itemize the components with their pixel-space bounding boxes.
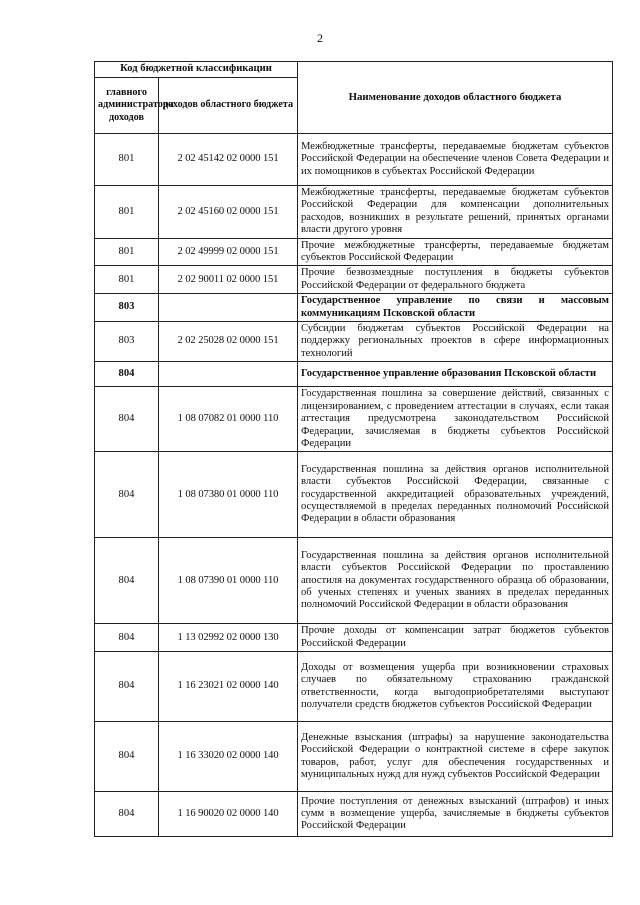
cell-admin-code: 804 xyxy=(95,722,159,792)
cell-revenue-name: Прочие безвозмездные поступления в бюджеты субъектов Российской Федерации от федерального бюджета xyxy=(298,266,613,294)
cell-admin-code: 801 xyxy=(95,134,159,186)
budget-classification-table xyxy=(94,61,613,837)
cell-revenue-code: 2 02 90011 02 0000 151 xyxy=(159,266,298,294)
table-row xyxy=(95,362,613,387)
cell-revenue-code: 1 08 07082 01 0000 110 xyxy=(159,387,298,452)
table-row xyxy=(95,238,613,266)
cell-revenue-name: Доходы от возмещения ущерба при возникновении страховых случаев по обязательному страхованию гражданской ответственности, когда выгодоприобретателями выступают получатели средств бюджетов субъектов Российской Федерации xyxy=(298,652,613,722)
cell-revenue-name: Государственное управление по связи и массовым коммуникациям Псковской области xyxy=(298,294,613,322)
cell-revenue-code: 1 16 33020 02 0000 140 xyxy=(159,722,298,792)
table-row xyxy=(95,322,613,362)
table-row xyxy=(95,452,613,538)
cell-admin-code: 801 xyxy=(95,266,159,294)
cell-revenue-code: 1 08 07390 01 0000 110 xyxy=(159,538,298,624)
header-revenue-code: доходов областного бюджета xyxy=(159,78,298,134)
cell-revenue-name: Межбюджетные трансферты, передаваемые бюджетам субъектов Российской Федерации на обеспечение членов Совета Федерации и их помощников в субъектах Российской Федерации xyxy=(298,134,613,186)
cell-admin-code: 804 xyxy=(95,387,159,452)
table-row xyxy=(95,538,613,624)
cell-revenue-code: 1 13 02992 02 0000 130 xyxy=(159,624,298,652)
cell-revenue-code: 2 02 45160 02 0000 151 xyxy=(159,186,298,239)
table-row xyxy=(95,387,613,452)
header-chief-administrator: главного администратора доходов xyxy=(95,78,159,134)
page-number: 2 xyxy=(317,31,323,45)
table-body xyxy=(95,134,613,837)
cell-revenue-code: 2 02 49999 02 0000 151 xyxy=(159,238,298,266)
cell-admin-code: 804 xyxy=(95,792,159,837)
cell-admin-code: 804 xyxy=(95,652,159,722)
cell-revenue-name: Денежные взыскания (штрафы) за нарушение законодательства Российской Федерации о контрактной системе в сфере закупок товаров, работ, услуг для обеспечения государственных и муниципальных нужд для нужд субъектов Российской Федерации xyxy=(298,722,613,792)
table-row xyxy=(95,722,613,792)
cell-admin-code: 804 xyxy=(95,538,159,624)
cell-admin-code: 801 xyxy=(95,186,159,239)
cell-revenue-code: 1 16 23021 02 0000 140 xyxy=(159,652,298,722)
cell-revenue-code xyxy=(159,294,298,322)
table-row xyxy=(95,266,613,294)
table-row xyxy=(95,294,613,322)
cell-revenue-code: 1 16 90020 02 0000 140 xyxy=(159,792,298,837)
cell-admin-code: 803 xyxy=(95,322,159,362)
cell-admin-code: 804 xyxy=(95,624,159,652)
cell-revenue-code: 2 02 25028 02 0000 151 xyxy=(159,322,298,362)
cell-revenue-code: 2 02 45142 02 0000 151 xyxy=(159,134,298,186)
cell-revenue-name: Прочие поступления от денежных взысканий (штрафов) и иных сумм в возмещение ущерба, зачисляемые в бюджеты субъектов Российской Федерации xyxy=(298,792,613,837)
table-row xyxy=(95,624,613,652)
header-revenue-name: Наименование доходов областного бюджета xyxy=(298,62,613,134)
cell-revenue-name: Государственная пошлина за действия органов исполнительной власти субъектов Российской Федерации по проставлению апостиля на документах государственного образца об образовании, об ученых степенях и ученых званиях в пределах переданных полномочий Российской Федерации в области образования xyxy=(298,538,613,624)
table-row xyxy=(95,186,613,239)
cell-revenue-name: Государственная пошлина за действия органов исполнительной власти субъектов Российской Федерации, связанные с государственной аккредитацией образовательных учреждений, осуществляемой в пределах переданных полномочий Российской Федерации в области образования xyxy=(298,452,613,538)
cell-admin-code: 801 xyxy=(95,238,159,266)
cell-revenue-name: Прочие доходы от компенсации затрат бюджетов субъектов Российской Федерации xyxy=(298,624,613,652)
table-row xyxy=(95,652,613,722)
cell-revenue-name: Межбюджетные трансферты, передаваемые бюджетам субъектов Российской Федерации для компенсации дополнительных расходов, возникших в результате решений, принятых органами власти другого уровня xyxy=(298,186,613,239)
cell-admin-code: 803 xyxy=(95,294,159,322)
table-header xyxy=(95,62,613,134)
cell-admin-code: 804 xyxy=(95,362,159,387)
cell-revenue-code xyxy=(159,362,298,387)
cell-revenue-name: Государственная пошлина за совершение действий, связанных с лицензированием, с проведением аттестации в случаях, если такая аттестация предусмотрена законодательством Российской Федерации, зачисляемая в бюджеты субъектов Российской Федерации xyxy=(298,387,613,452)
cell-revenue-name: Государственное управление образования Псковской области xyxy=(298,362,613,387)
table-row xyxy=(95,134,613,186)
header-budget-classification-code: Код бюджетной классификации xyxy=(95,62,298,78)
cell-revenue-code: 1 08 07380 01 0000 110 xyxy=(159,452,298,538)
cell-revenue-name: Прочие межбюджетные трансферты, передаваемые бюджетам субъектов Российской Федерации xyxy=(298,238,613,266)
cell-admin-code: 804 xyxy=(95,452,159,538)
cell-revenue-name: Субсидии бюджетам субъектов Российской Федерации на поддержку региональных проектов в сфере информационных технологий xyxy=(298,322,613,362)
table-row xyxy=(95,792,613,837)
